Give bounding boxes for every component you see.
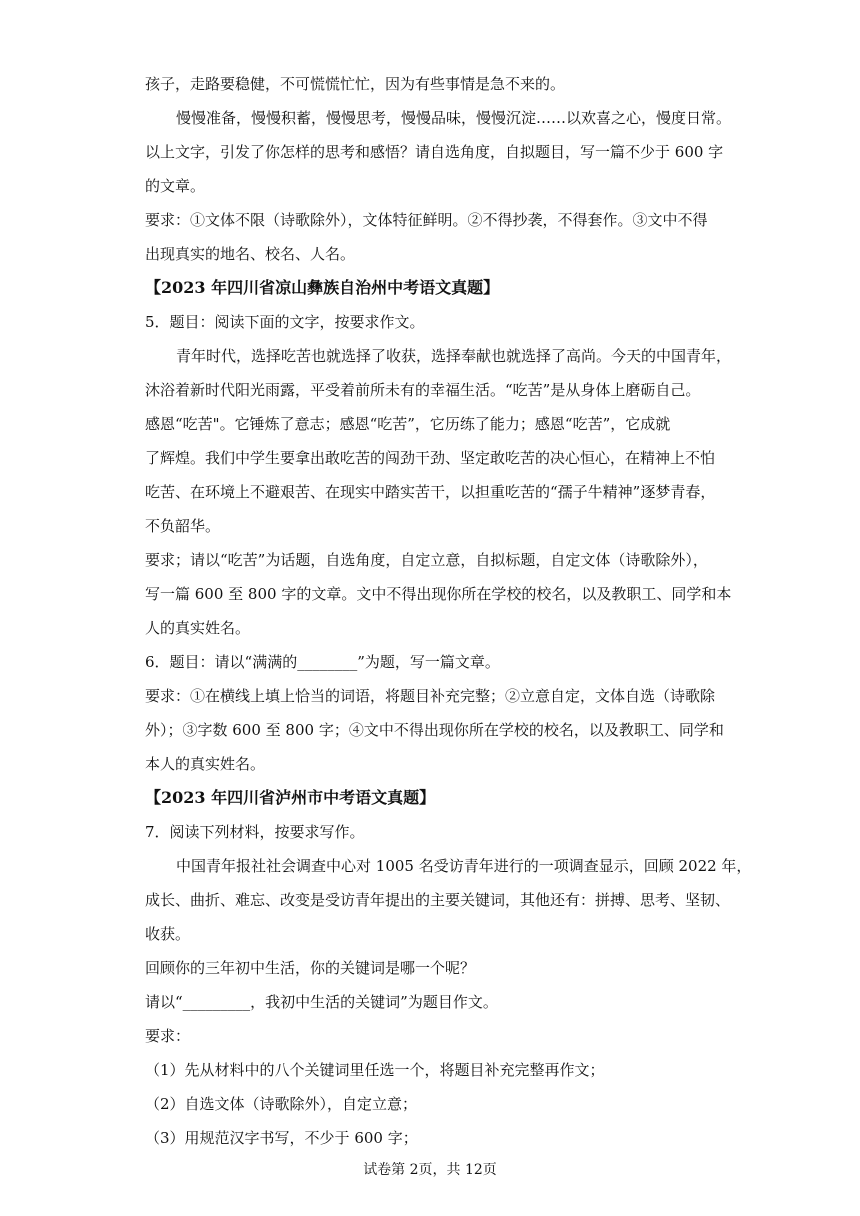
question-title: 7．阅读下列材料，按要求写作。: [145, 823, 365, 841]
section-heading: 【2023 年四川省凉山彝族自治州中考语文真题】: [145, 278, 500, 297]
text-line: 以上文字，引发了你怎样的思考和感悟？请自选角度，自拟题目，写一篇不少于 600 字: [145, 143, 724, 161]
text-line: 人的真实姓名。: [145, 619, 251, 637]
text-line: 要求：①文体不限（诗歌除外），文体特征鲜明。②不得抄袭，不得套作。③文中不得: [145, 211, 708, 229]
text-line: 沐浴着新时代阳光雨露，平受着前所未有的幸福生活。“吃苦”是从身体上磨砺自己。: [145, 381, 701, 399]
question-title: 6．题目：请以“满满的________”为题，写一篇文章。: [145, 653, 500, 671]
page-footer: 试卷第 2页，共 12页: [363, 1162, 497, 1178]
text-line: 外）；③字数 600 至 800 字；④文中不得出现你所在学校的校名，以及教职工、同学和: [145, 721, 724, 739]
text-line: 了辉煌。我们中学生要拿出敢吃苦的闯劲干劲、坚定敢吃苦的决心恒心，在精神上不怕: [145, 449, 716, 467]
question-title: 5．题目：阅读下面的文字，按要求作文。: [145, 313, 425, 331]
text-line: 不负韶华。: [145, 517, 221, 535]
text-line: 成长、曲折、难忘、改变是受访青年提出的主要关键词，其他还有：拼搏、思考、坚韧、: [145, 891, 731, 909]
text-line: 要求：: [145, 1027, 191, 1045]
text-line: 出现真实的地名、校名、人名。: [145, 245, 356, 263]
text-line: 中国青年报社社会调查中心对 1005 名受访青年进行的一项调查显示，回顾 2022 年，: [176, 857, 752, 875]
text-line: 的文章。: [145, 177, 206, 195]
text-line: 要求；请以“吃苦”为话题，自选角度，自定立意，自拟标题，自定文体（诗歌除外），: [145, 551, 708, 569]
text-line: 青年时代，选择吃苦也就选择了收获，选择奉献也就选择了高尚。今天的中国青年，: [176, 347, 732, 365]
section-heading: 【2023 年四川省泸州市中考语文真题】: [145, 788, 436, 807]
text-line: 吃苦、在环境上不避艰苦、在现实中踏实苦干，以担重吃苦的“孺子牛精神”逐梦青春，: [145, 483, 716, 501]
list-item: （2）自选文体（诗歌除外），自定立意；: [145, 1095, 418, 1113]
text-line: 慢慢准备，慢慢积蓄，慢慢思考，慢慢品味，慢慢沉淀……以欢喜之心，慢度日常。: [176, 109, 732, 127]
text-line: 请以“_________，我初中生活的关键词”为题目作文。: [145, 993, 498, 1011]
list-item: （3）用规范汉字书写，不少于 600 字；: [145, 1129, 418, 1147]
text-line: 感恩“吃苦"。它锤炼了意志；感恩“吃苦”，它历练了能力；感恩“吃苦”，它成就: [145, 415, 671, 433]
text-line: 要求：①在横线上填上恰当的词语，将题目补充完整；②立意自定，文体自选（诗歌除: [145, 687, 716, 705]
text-line: 本人的真实姓名。: [145, 755, 266, 773]
text-line: 收获。: [145, 925, 191, 943]
list-item: （1）先从材料中的八个关键词里任选一个，将题目补充完整再作文；: [145, 1061, 605, 1079]
text-line: 孩子，走路要稳健，不可慌慌忙忙，因为有些事情是急不来的。: [145, 75, 566, 93]
text-line: 写一篇 600 至 800 字的文章。文中不得出现你所在学校的校名，以及教职工、同学和本: [145, 585, 732, 603]
text-line: 回顾你的三年初中生活，你的关键词是哪一个呢？: [145, 959, 476, 977]
